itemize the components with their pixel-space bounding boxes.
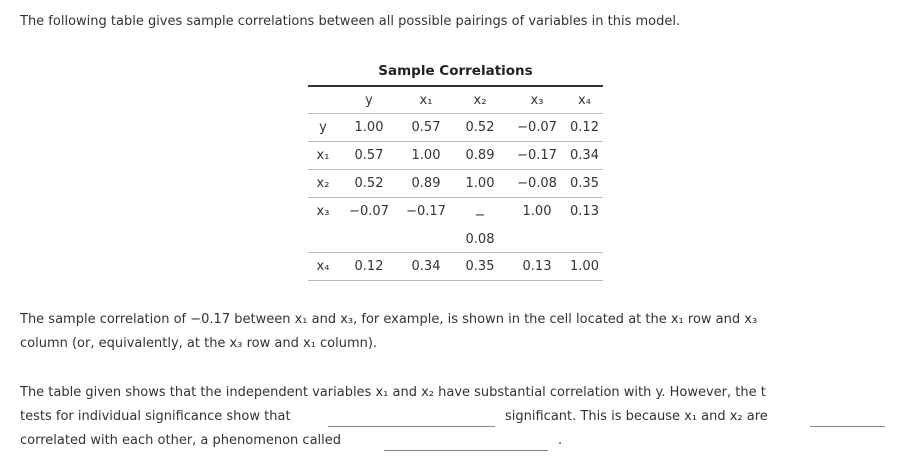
answer-blank-2[interactable] bbox=[810, 410, 885, 427]
cell-sign: − bbox=[474, 208, 486, 223]
table-cell: −0.08 bbox=[508, 170, 566, 198]
answer-blank-1[interactable] bbox=[328, 410, 495, 427]
example-line-1: The sample correlation of −0.17 between x₁ and x₃, for example, is shown in the cell located at the x₁ row and x₃ bbox=[20, 312, 758, 327]
table-cell: 1.00 bbox=[508, 198, 566, 253]
header-cell: x₃ bbox=[508, 86, 566, 114]
table-cell: 1.00 bbox=[338, 114, 400, 142]
intro-text: The following table gives sample correlations between all possible pairings of variables in this model. bbox=[20, 14, 681, 29]
table-row bbox=[308, 114, 603, 142]
table-row bbox=[308, 253, 603, 281]
row-label: x₄ bbox=[308, 253, 338, 281]
header-cell: x₄ bbox=[566, 86, 603, 114]
table-cell: 0.12 bbox=[566, 114, 603, 142]
table-row bbox=[308, 198, 603, 253]
table-cell: 0.35 bbox=[452, 253, 508, 281]
question-line-3a: correlated with each other, a phenomenon called bbox=[20, 433, 342, 448]
table-cell: 0.52 bbox=[338, 170, 400, 198]
table-cell: 0.12 bbox=[338, 253, 400, 281]
table-cell: −0.07 bbox=[508, 114, 566, 142]
table-title: Sample Correlations bbox=[378, 63, 533, 79]
table-cell: −0.07 bbox=[338, 198, 400, 253]
cell-value: 0.08 bbox=[465, 232, 495, 247]
table-cell: 0.13 bbox=[566, 198, 603, 253]
table-cell: 0.52 bbox=[452, 114, 508, 142]
table-header-row bbox=[308, 86, 603, 114]
table-cell: 0.34 bbox=[566, 142, 603, 170]
table-cell: −0.17 bbox=[508, 142, 566, 170]
header-cell: x₂ bbox=[452, 86, 508, 114]
header-cell bbox=[308, 86, 338, 114]
example-line-2: column (or, equivalently, at the x₃ row and x₁ column). bbox=[20, 336, 378, 351]
question-period: . bbox=[558, 433, 563, 448]
table-cell: 1.00 bbox=[452, 170, 508, 198]
row-label: x₂ bbox=[308, 170, 338, 198]
table-cell: 0.57 bbox=[338, 142, 400, 170]
row-label: x₃ bbox=[308, 198, 338, 253]
table-cell: 0.13 bbox=[508, 253, 566, 281]
question-line-2a: tests for individual significance show that bbox=[20, 409, 291, 424]
table-cell: 0.57 bbox=[400, 114, 452, 142]
table-cell: 0.89 bbox=[452, 142, 508, 170]
row-label: y bbox=[308, 114, 338, 142]
table-row bbox=[308, 142, 603, 170]
table-cell: 0.89 bbox=[400, 170, 452, 198]
header-cell: x₁ bbox=[400, 86, 452, 114]
table-cell: 1.00 bbox=[400, 142, 452, 170]
table-cell bbox=[452, 198, 508, 253]
table-cell: −0.17 bbox=[400, 198, 452, 253]
correlation-table bbox=[308, 85, 603, 281]
table-cell: 0.35 bbox=[566, 170, 603, 198]
question-line-2b: significant. This is because x₁ and x₂ are bbox=[505, 409, 768, 424]
row-label: x₁ bbox=[308, 142, 338, 170]
question-line-1: The table given shows that the independent variables x₁ and x₂ have substantial correlation with y. However, the t bbox=[20, 385, 766, 400]
table-row bbox=[308, 170, 603, 198]
header-cell: y bbox=[338, 86, 400, 114]
table-cell: 1.00 bbox=[566, 253, 603, 281]
table-cell: 0.34 bbox=[400, 253, 452, 281]
answer-blank-3[interactable] bbox=[384, 434, 548, 451]
